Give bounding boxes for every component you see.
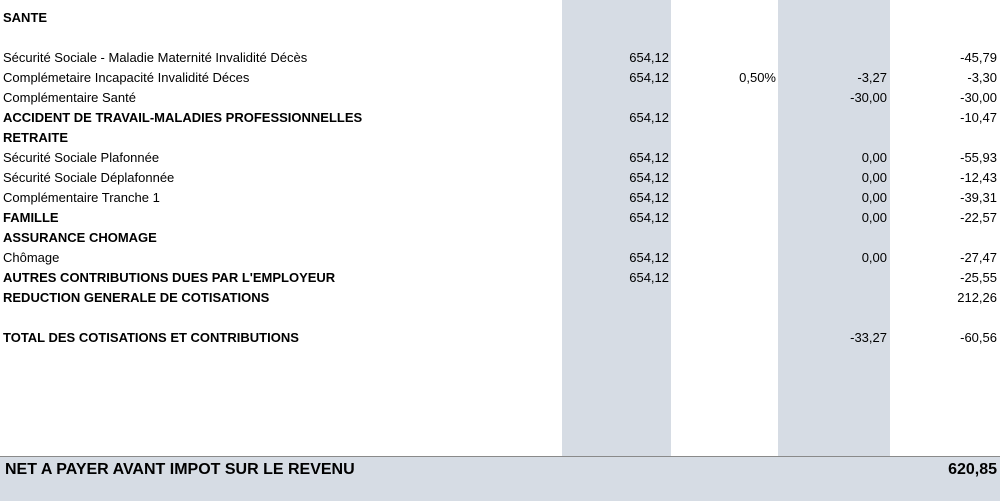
row-label: ASSURANCE CHOMAGE <box>3 230 157 245</box>
net-pay-label: NET A PAYER AVANT IMPOT SUR LE REVENU <box>5 461 355 478</box>
employee-amount-cell: 0,00 <box>861 150 887 165</box>
section-row <box>0 208 1000 228</box>
net-pay-footer <box>0 456 1000 501</box>
section-row <box>0 108 1000 128</box>
row-label: ACCIDENT DE TRAVAIL-MALADIES PROFESSIONNELLES <box>3 110 363 125</box>
employer-amount-cell: -60,56 <box>960 330 997 345</box>
employee-amount-cell: 0,00 <box>861 190 887 205</box>
row-label: Sécurité Sociale Déplafonnée <box>3 170 175 185</box>
employer-amount-cell: -45,79 <box>960 50 997 65</box>
employer-amount-cell: -22,57 <box>960 210 997 225</box>
row-label: Complémentaire Santé <box>3 90 136 105</box>
employee-amount-cell: 0,00 <box>861 170 887 185</box>
section-row <box>0 228 1000 248</box>
table-row <box>0 188 1000 208</box>
base-cell: 654,12 <box>629 270 669 285</box>
row-label: AUTRES CONTRIBUTIONS DUES PAR L'EMPLOYEUR <box>3 270 336 285</box>
table-row <box>0 88 1000 108</box>
table-row <box>0 308 1000 328</box>
row-label: REDUCTION GENERALE DE COTISATIONS <box>3 290 270 305</box>
row-label: Sécurité Sociale - Maladie Maternité Invalidité Décès <box>3 50 308 65</box>
base-cell: 654,12 <box>629 170 669 185</box>
row-label: RETRAITE <box>3 130 68 145</box>
employee-amount-cell: -33,27 <box>850 330 887 345</box>
employer-amount-cell: -30,00 <box>960 90 997 105</box>
employee-amount-cell: -3,27 <box>857 70 887 85</box>
employer-amount-cell: -10,47 <box>960 110 997 125</box>
section-row <box>0 268 1000 288</box>
employer-amount-cell: -12,43 <box>960 170 997 185</box>
table-row <box>0 28 1000 48</box>
table-row <box>0 248 1000 268</box>
base-cell: 654,12 <box>629 70 669 85</box>
net-pay-value: 620,85 <box>948 461 997 478</box>
section-row <box>0 328 1000 348</box>
employer-amount-cell: -39,31 <box>960 190 997 205</box>
row-label: Sécurité Sociale Plafonnée <box>3 150 160 165</box>
table-row <box>0 148 1000 168</box>
section-row <box>0 8 1000 28</box>
row-label: Complémentaire Tranche 1 <box>3 190 160 205</box>
row-label: SANTE <box>3 10 48 25</box>
table-row <box>0 168 1000 188</box>
row-label: TOTAL DES COTISATIONS ET CONTRIBUTIONS <box>3 330 299 345</box>
contributions-table <box>0 8 1000 348</box>
base-cell: 654,12 <box>629 50 669 65</box>
row-label: FAMILLE <box>3 210 59 225</box>
employer-amount-cell: 212,26 <box>957 290 997 305</box>
employer-amount-cell: -27,47 <box>960 250 997 265</box>
base-cell: 654,12 <box>629 110 669 125</box>
row-label: Chômage <box>3 250 60 265</box>
employee-amount-cell: 0,00 <box>861 210 887 225</box>
employer-amount-cell: -3,30 <box>967 70 997 85</box>
employer-amount-cell: -25,55 <box>960 270 997 285</box>
table-row <box>0 68 1000 88</box>
employee-amount-cell: 0,00 <box>861 250 887 265</box>
rate-cell: 0,50% <box>739 70 776 85</box>
employee-amount-cell: -30,00 <box>850 90 887 105</box>
base-cell: 654,12 <box>629 190 669 205</box>
employer-amount-cell: -55,93 <box>960 150 997 165</box>
table-row <box>0 48 1000 68</box>
base-cell: 654,12 <box>629 250 669 265</box>
section-row <box>0 288 1000 308</box>
base-cell: 654,12 <box>629 210 669 225</box>
section-row <box>0 128 1000 148</box>
base-cell: 654,12 <box>629 150 669 165</box>
row-label: Complémetaire Incapacité Invalidité Déces <box>3 70 250 85</box>
